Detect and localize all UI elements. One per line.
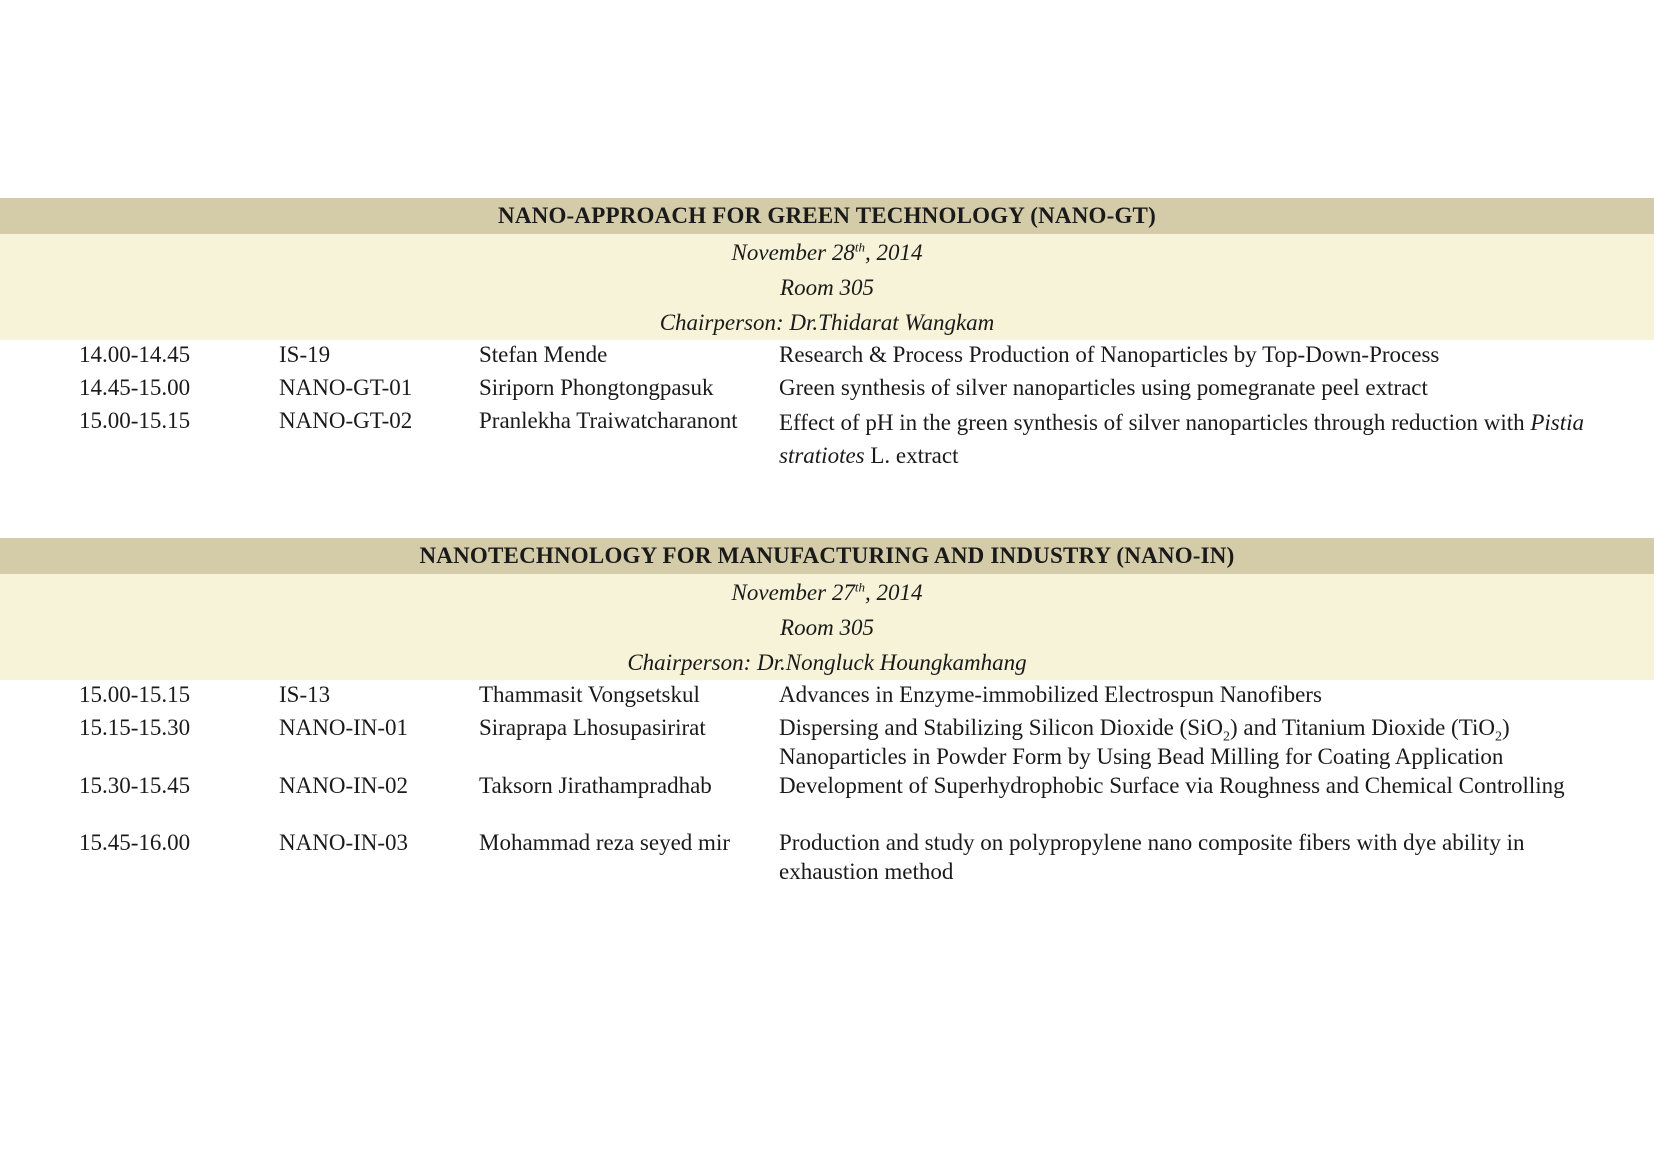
- session-info: [0, 234, 1654, 340]
- time-cell: 15.30-15.45: [79, 773, 191, 798]
- code-cell: NANO-GT-01: [279, 375, 413, 400]
- time-cell: 15.00-15.15: [79, 682, 191, 707]
- time-cell: 14.00-14.45: [79, 342, 191, 367]
- schedule-table: [0, 680, 1654, 886]
- title-cell: Dispersing and Stabilizing Silicon Dioxide (SiO$_2$) and Titanium Dioxide (TiO$_2$) Nanoparticles in Powder Form by Using Bead Milling for Coating Application: [779, 715, 1510, 769]
- presenter-cell: Stefan Mende: [479, 342, 608, 367]
- code-cell: NANO-GT-02: [279, 408, 413, 433]
- presenter-cell: Siraprapa Lhosupasirirat: [479, 715, 706, 740]
- title-cell: Research & Process Production of Nanoparticles by Top-Down-Process: [779, 342, 1440, 367]
- table-row: [0, 373, 1654, 406]
- time-cell: 15.45-16.00: [79, 830, 191, 855]
- session-info: [0, 574, 1654, 680]
- session-chairperson: Chairperson: Dr.Thidarat Wangkam: [659, 310, 995, 335]
- code-cell: IS-19: [279, 342, 331, 367]
- table-row: [0, 713, 1654, 771]
- session-nano-in: [0, 538, 1654, 886]
- table-row: [0, 340, 1654, 373]
- presenter-cell: Thammasit Vongsetskul: [479, 682, 700, 707]
- time-cell: 15.00-15.15: [79, 408, 191, 433]
- code-cell: NANO-IN-03: [279, 830, 409, 855]
- code-cell: NANO-IN-02: [279, 773, 409, 798]
- session-date: November 28th, 2014: [731, 239, 923, 265]
- session-chairperson: Chairperson: Dr.Nongluck Houngkamhang: [627, 650, 1027, 675]
- time-cell: 14.45-15.00: [79, 375, 191, 400]
- session-nano-gt: [0, 198, 1654, 472]
- schedule-table: [0, 340, 1654, 472]
- title-cell: Effect of pH in the green synthesis of silver nanoparticles through reduction with Pistia stratiotes L. extract: [779, 410, 1585, 468]
- session-room: Room 305: [780, 615, 874, 640]
- title-cell: Green synthesis of silver nanoparticles using pomegranate peel extract: [779, 375, 1428, 400]
- title-cell: Production and study on polypropylene nano composite fibers with dye ability in exhaustion method: [779, 830, 1525, 884]
- code-cell: NANO-IN-01: [279, 715, 409, 740]
- title-cell: Development of Superhydrophobic Surface via Roughness and Chemical Controlling: [779, 773, 1565, 798]
- table-row: [0, 771, 1654, 828]
- time-cell: 15.15-15.30: [79, 715, 191, 740]
- presenter-cell: Siriporn Phongtongpasuk: [479, 375, 714, 400]
- session-date: November 27th, 2014: [731, 579, 923, 605]
- table-row: [0, 406, 1654, 472]
- code-cell: IS-13: [279, 682, 331, 707]
- presenter-cell: Taksorn Jirathampradhab: [479, 773, 712, 798]
- presenter-cell: Pranlekha Traiwatcharanont: [479, 408, 738, 433]
- table-row: [0, 828, 1654, 886]
- session-title: NANO-APPROACH FOR GREEN TECHNOLOGY (NANO-GT): [0, 198, 1654, 234]
- table-row: [0, 680, 1654, 713]
- session-room: Room 305: [780, 275, 874, 300]
- presenter-cell: Mohammad reza seyed mir: [479, 830, 730, 855]
- title-cell: Advances in Enzyme-immobilized Electrospun Nanofibers: [779, 682, 1322, 707]
- session-title: NANOTECHNOLOGY FOR MANUFACTURING AND INDUSTRY (NANO-IN): [0, 538, 1654, 574]
